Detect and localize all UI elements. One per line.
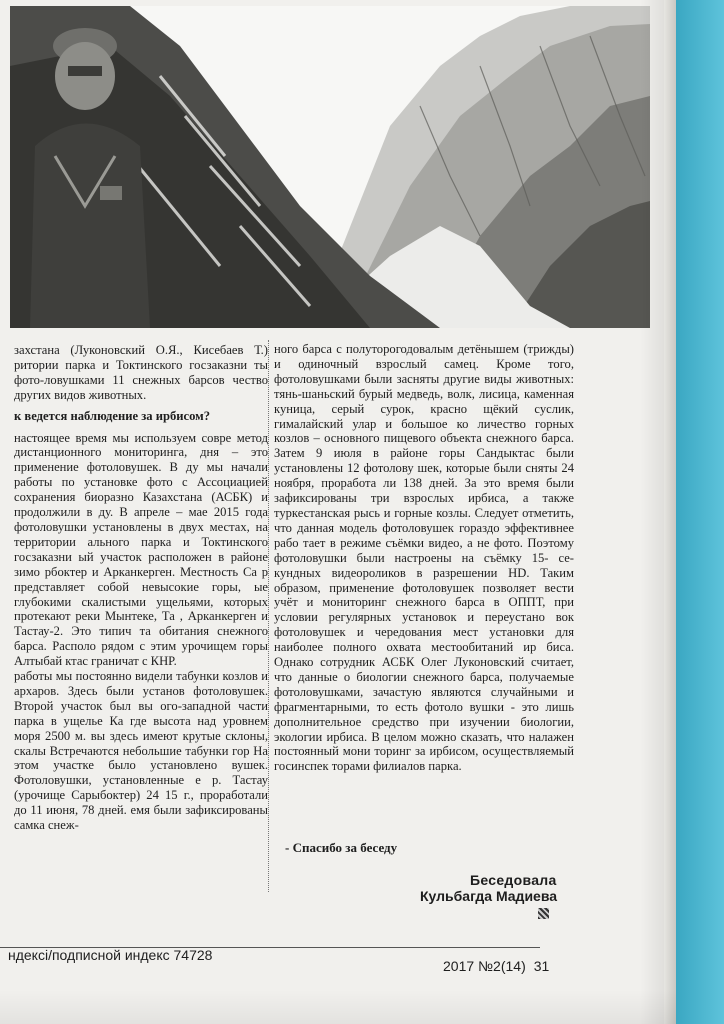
mountain-photo	[10, 6, 650, 328]
left-paragraph-2: настоящее время мы используем совре метод дистанционного мониторинга, дня – это применение фотоловушек. В ду мы начали работы по установке фото с Ассоциацией сохранения биоразно Казахстана (АСБК) и продолжили в ду. В апреле – мае 2015 года фотоловушки установлены в двух местах, на территории ального парка и Токтинского госзаказни ый участок расположен в районе зимо рбоктер и Арканкерген. Местность Са р представляет собой невысокие горы, ые глубокими скалистыми ущельями, которых протекают реки Мынтеке, Та , Арканкерген и Тастау-2. Это типич та обитания снежного барса. Располо рядом с этим урочищем горы Алтыбай ктас граничат с КНР.	[14, 430, 268, 669]
left-paragraph-3: работы мы постоянно видели табунки козлов и архаров. Здесь были установ фотоловушек. Второй участок был вы ого-западной части парка в ущелье Ка где высота над уровнем моря 2500 м. вы здесь имеют крутые склоны, скалы Встречаются небольшие табунки гор На этом участке было установлено вушек. Фотоловушки, установленные е р. Тастау (урочище Сарыбоктер) 24 15 г., проработали до 11 июня, 78 дней. емя были зафиксированы самка снеж-	[14, 669, 268, 833]
right-paragraph-1: ного барса с полуторогодовалым детёнышем (трижды) и одиночный взрослый самец. Кроме того, фотоловушками были засняты другие виды животных: тянь-шаньский бурый медведь, волк, лисица, каменная куница, серый сурок, красно щёкий суслик, гималайский улар и большое ко личество горных козлов – основного пищевого объекта снежного барса. Затем 9 июля в районе горы Сандыктас были установлены 12 фотолову шек, которые были сняты 24 ноября, проработа ли 138 дней. За это время были зафиксированы три взрослых ирбиса, а также туркестанская рысь и горные козлы. Следует отметить, что данная модель фотоловушек гораздо эффективнее рабо тает в режиме съёмки видео, а не фото. Поэтому фотоловушки были настроены на съёмку 15- се кундных видеороликов в разрешении HD. Таким образом, применение фотоловушек позволяет вести учёт и мониторинг снежного барса в ОППТ, при условии регулярных установок и переустано вок фотоловушек и чередования мест установки для наиболее полного охвата местообитаний ир биса. Однако сотрудник АСБК Олег Луконовский считает, что данные о биологии снежного барса, получаемые фотоловушками, зачастую являются случайными и фрагментарными, то есть фотоло вушки - это лишь дополнительное средство при изучении биологии, экологии ирбиса. В целом можно сказать, что налажен постоянный мони торинг за ирбисом, осуществляемый госинспек торами филиалов парка.	[274, 342, 574, 774]
column-divider	[268, 340, 269, 892]
end-mark-icon	[538, 908, 549, 919]
bottom-shadow	[0, 990, 676, 1024]
signature-role: Беседовала	[470, 872, 557, 888]
signature-name: Кульбагда Мадиева	[420, 888, 558, 904]
section-heading: к ведется наблюдение за ирбисом?	[14, 408, 211, 423]
issue-info	[443, 958, 549, 974]
left-paragraph-1: захстана (Луконовский О.Я., Кисебаев Т.) ритории парка и Токтинского госзаказни ты фото-ловушками 11 снежных барсов чество других видов животных.	[14, 343, 268, 402]
background-strip	[676, 0, 724, 1024]
left-column	[14, 343, 268, 833]
right-column	[274, 342, 574, 774]
page-shadow	[640, 0, 666, 1024]
issue-number: 2017 №2(14)	[443, 958, 526, 974]
closing-line: - Спасибо за беседу	[285, 840, 398, 855]
subscription-index: ндексі/подписной индекс 74728	[8, 947, 213, 963]
page-number: 31	[533, 958, 550, 974]
page-edge	[664, 0, 676, 1024]
